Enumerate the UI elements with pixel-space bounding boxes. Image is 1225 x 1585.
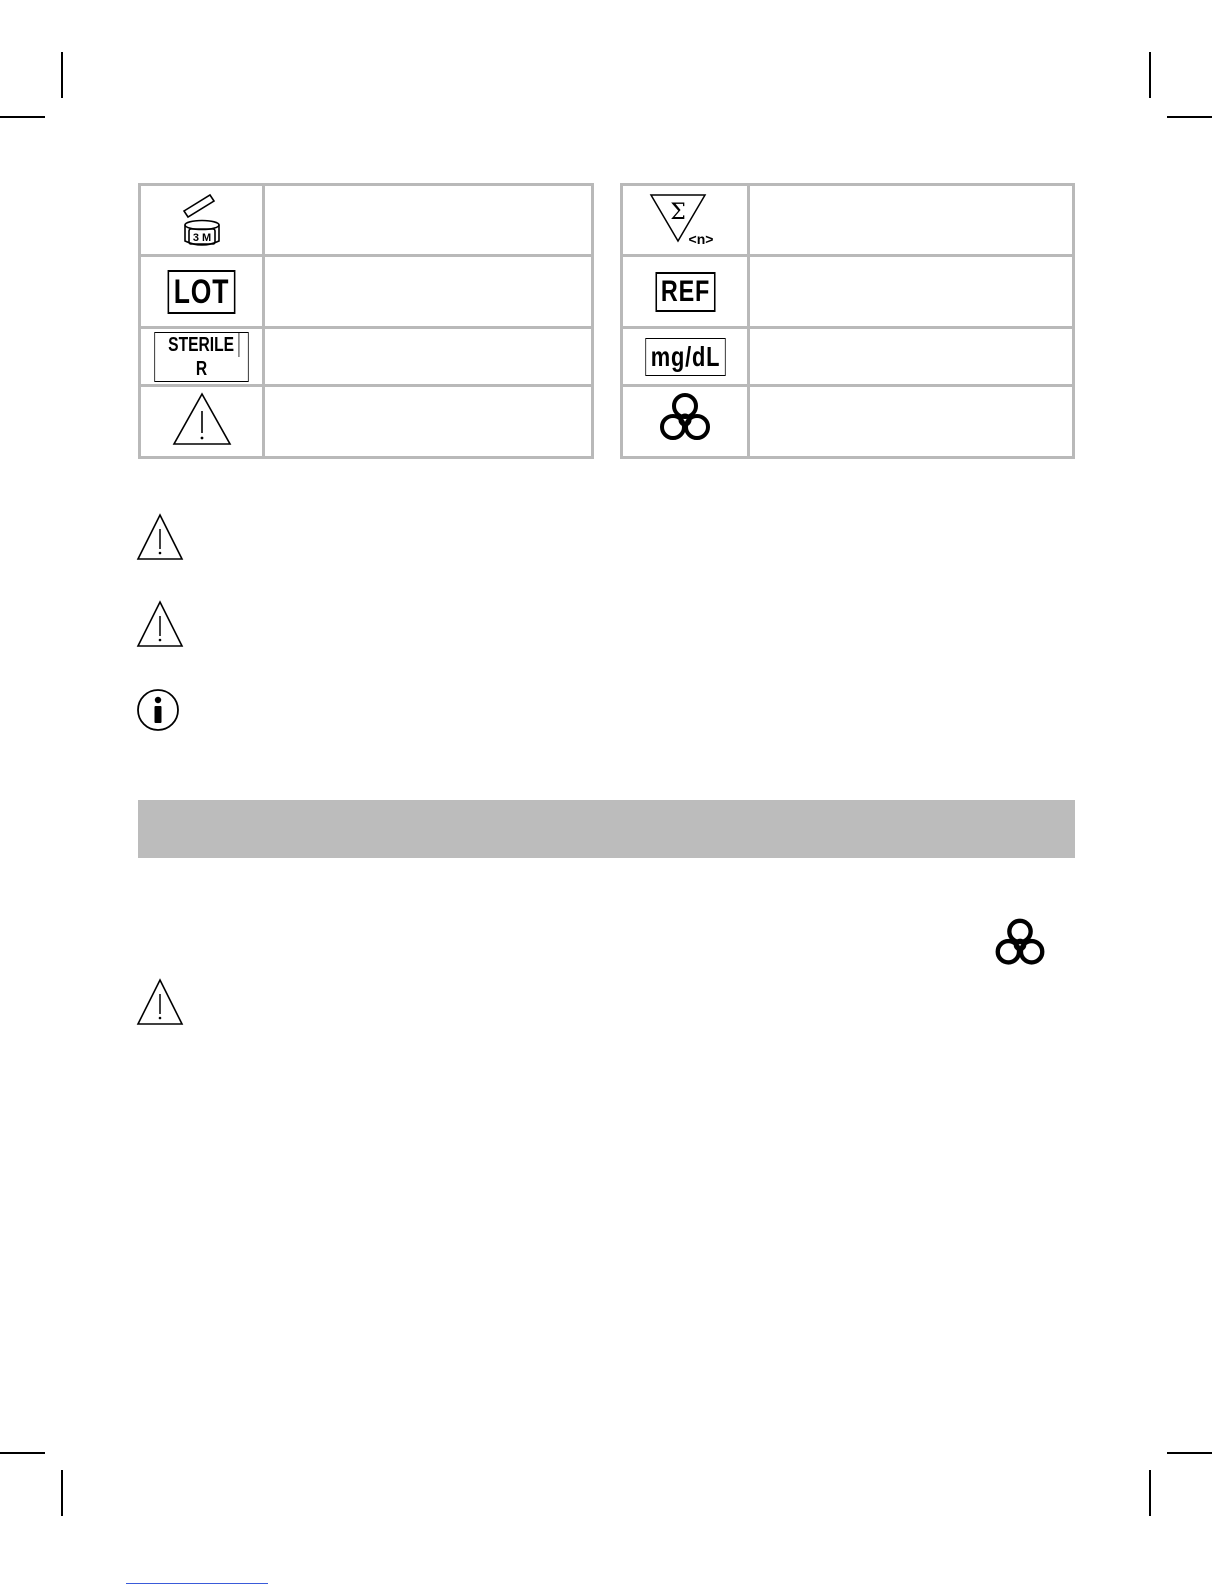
symbol-table-left xyxy=(138,183,594,459)
note-info xyxy=(136,688,182,739)
crop-mark xyxy=(1149,1470,1151,1516)
note-warning-2 xyxy=(136,600,184,653)
footer-link-rule xyxy=(126,1583,268,1584)
contains-n-tests-icon xyxy=(647,199,723,251)
crop-mark xyxy=(1167,1452,1212,1454)
symbol-description xyxy=(264,386,593,458)
warning-icon xyxy=(136,548,184,565)
sigma-label: Σ xyxy=(670,199,686,225)
lot-number-icon: LOT xyxy=(168,270,236,314)
sterile-method-label: R xyxy=(195,357,208,380)
symbol-description xyxy=(749,328,1074,386)
info-icon xyxy=(136,721,182,738)
symbol-cell xyxy=(622,256,749,328)
unit-icon: mg/dL xyxy=(645,338,725,376)
symbol-cell xyxy=(622,386,749,458)
symbol-description xyxy=(264,328,593,386)
symbol-cell xyxy=(622,328,749,386)
section-header-bar xyxy=(138,800,1075,858)
reference-number-icon: REF xyxy=(655,272,715,312)
crop-mark xyxy=(61,52,63,98)
sterile-label: STERILE xyxy=(163,333,239,357)
crop-mark xyxy=(0,116,45,118)
n-label: <n> xyxy=(688,230,714,247)
biohazard-icon xyxy=(654,437,716,454)
symbol-cell xyxy=(140,185,264,256)
warning-icon xyxy=(136,635,184,652)
jar-label: 3 M xyxy=(192,231,211,244)
symbol-description xyxy=(749,386,1074,458)
biohazard-note xyxy=(990,914,1050,979)
crop-mark xyxy=(1167,116,1212,118)
symbol-table-right xyxy=(620,183,1075,459)
symbol-cell xyxy=(622,185,749,256)
crop-mark xyxy=(0,1452,45,1454)
symbol-cell xyxy=(140,256,264,328)
warning-icon xyxy=(136,1013,184,1030)
crop-mark xyxy=(61,1470,63,1516)
symbol-cell xyxy=(140,328,264,386)
symbol-description xyxy=(749,185,1074,256)
sterile-icon xyxy=(154,332,248,382)
warning-icon xyxy=(171,434,233,451)
symbol-description xyxy=(264,256,593,328)
period-after-opening-icon xyxy=(172,231,232,253)
note-warning-1 xyxy=(136,513,184,566)
note-warning-3 xyxy=(136,978,184,1031)
biohazard-icon xyxy=(990,961,1050,978)
symbol-description xyxy=(264,185,593,256)
symbol-description xyxy=(749,256,1074,328)
crop-mark xyxy=(1149,52,1151,98)
symbol-cell xyxy=(140,386,264,458)
